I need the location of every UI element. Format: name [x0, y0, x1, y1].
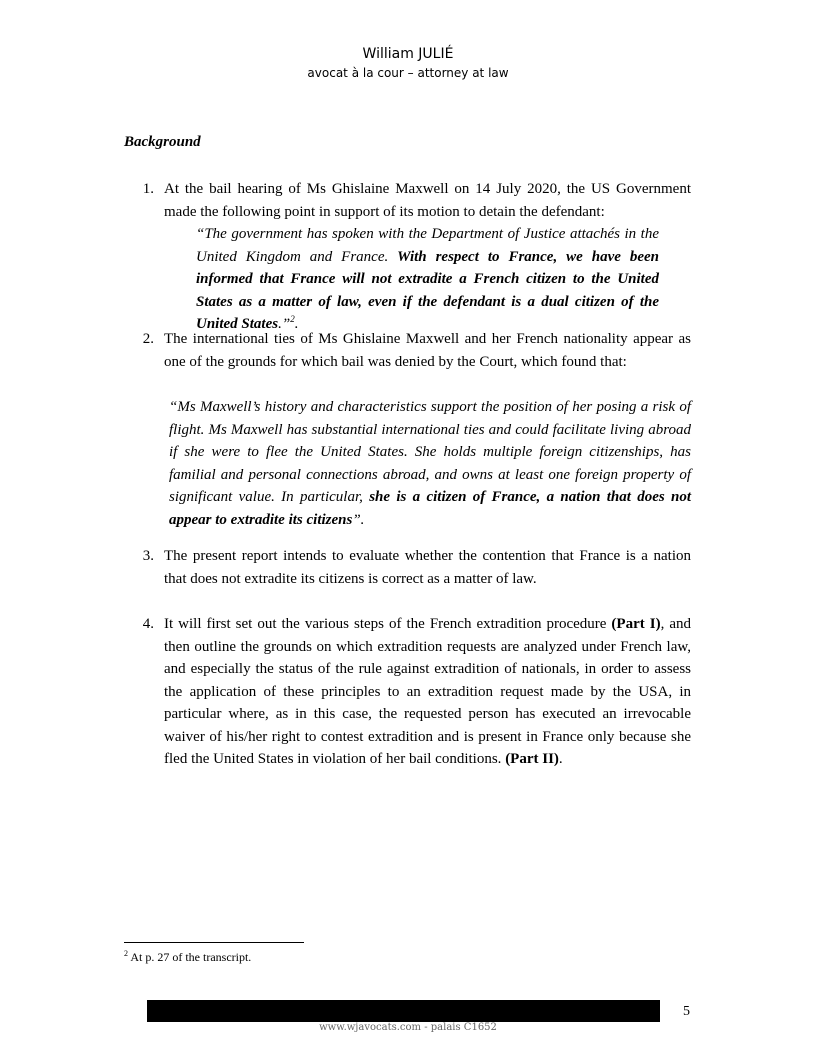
quote-text: “Ms Maxwell’s history and characteristics support the position of her posing a risk of flight. Ms Maxwell has substantial international ties and could facilitate living abroad if she were to flee the United States. She holds multiple foreign citizenships, has familial and personal connections abroad, and owns at least one foreign property of significant value. In particular, — [169, 399, 691, 505]
footnote-ref[interactable]: 2 — [290, 314, 295, 324]
text-segment: It will first set out the various steps of the French extradition procedure — [164, 616, 612, 632]
paragraph-3 — [140, 545, 691, 590]
text-segment: . — [558, 751, 563, 767]
footnote-number: 2 — [124, 949, 128, 958]
paragraph-number: 2. — [142, 331, 154, 347]
court-quote — [169, 396, 691, 531]
paragraph-number: 4. — [142, 616, 154, 632]
page-number: 5 — [683, 1004, 690, 1019]
paragraph-2 — [140, 328, 691, 373]
paragraph-text: The international ties of Ms Ghislaine Maxwell and her French nationality appear as one of the grounds for which bail was denied by the Court, which found that: — [164, 331, 691, 370]
footer-bar — [147, 1000, 660, 1022]
footnote-text: At p. 27 of the transcript. — [128, 950, 252, 964]
text-segment: , and then outline the grounds on which extradition requests are analyzed under French law, and especially the status of the rule against extradition of nationals, in order to assess the application of these principles to an extradition request made by the USA, in particular where, as in this case, the requested person has executed an irrevocable waiver of his/her right to contest extradition and is present in France only because she fled the United States in violation of her bail conditions. — [164, 616, 691, 767]
footnote-divider — [124, 942, 304, 943]
paragraph-number: 1. — [142, 181, 154, 197]
part-one-ref: (Part I) — [611, 616, 661, 632]
paragraph-text — [164, 613, 691, 771]
author-subtitle: avocat à la cour – attorney at law — [307, 66, 509, 80]
footnote — [124, 950, 251, 965]
part-two-ref: (Part II) — [505, 751, 559, 767]
paragraph-4 — [140, 613, 691, 771]
quote-close: .” — [278, 316, 291, 332]
paragraph-1 — [140, 178, 691, 223]
paragraph-text: At the bail hearing of Ms Ghislaine Maxwell on 14 July 2020, the US Government made the following point in support of its motion to detain the defendant: — [164, 181, 691, 220]
quote-emphasis: With respect to France, we have been informed that France will not extradite a French citizen to the United States as a matter of law, even if the defendant is a dual citizen of the United States — [196, 248, 659, 332]
paragraph-number: 3. — [142, 548, 154, 564]
paragraph-text: The present report intends to evaluate whether the contention that France is a nation that does not extradite its citizens is correct as a matter of law. — [164, 548, 691, 587]
quote-text: “The government has spoken with the Department of Justice attachés in the United Kingdom and France. — [196, 226, 659, 265]
quote-close: ”. — [352, 511, 365, 528]
quote-tail: . — [294, 316, 299, 332]
government-quote — [196, 223, 659, 336]
author-name: William JULIÉ — [362, 46, 454, 62]
footer-url[interactable]: www.wjavocats.com - palais C1652 — [319, 1022, 497, 1033]
quote-emphasis: she is a citizen of France, a nation that does not appear to extradite its citizens — [169, 489, 692, 528]
section-title: Background — [124, 134, 201, 150]
